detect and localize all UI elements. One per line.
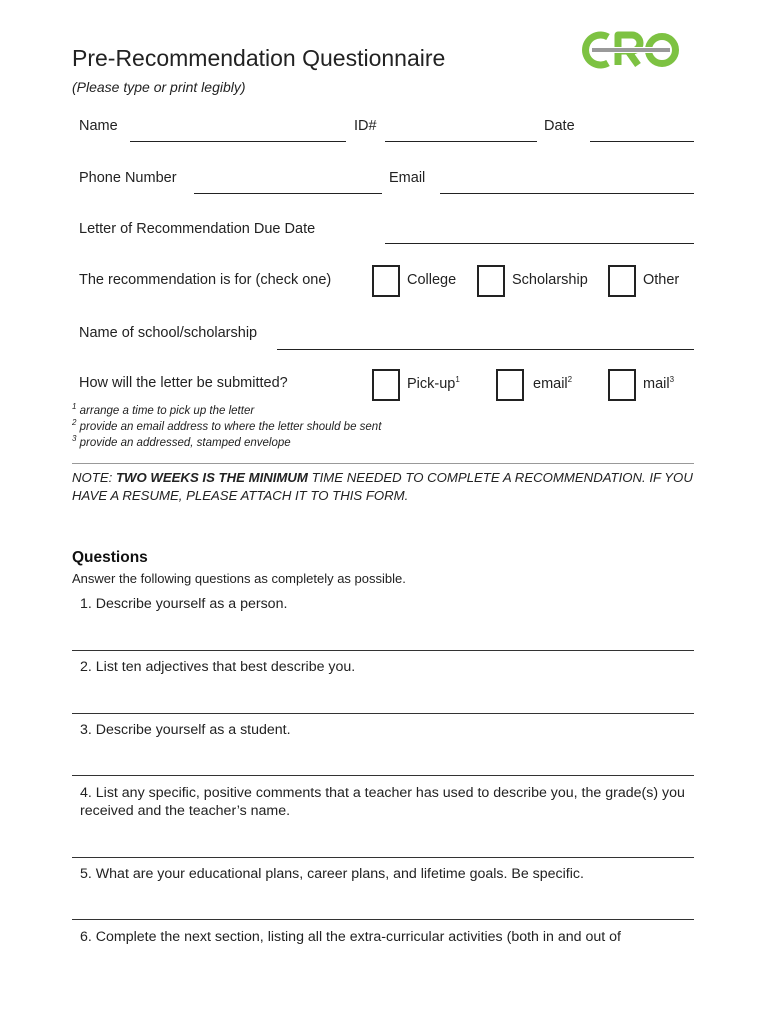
date-field-line[interactable] <box>590 141 694 142</box>
mail-checkbox[interactable] <box>608 369 636 401</box>
question-6: 6. Complete the next section, listing all the extra-curricular activities (both in and out of <box>80 929 621 945</box>
page-subtitle: (Please type or print legibly) <box>72 79 246 95</box>
answer-line-1[interactable] <box>72 650 694 651</box>
other-label: Other <box>643 272 680 288</box>
id-field-line[interactable] <box>385 141 537 142</box>
email-checkbox[interactable] <box>496 369 524 401</box>
divider <box>72 463 694 464</box>
name-label: Name <box>79 118 118 134</box>
questions-instructions: Answer the following questions as completely as possible. <box>72 571 406 586</box>
footnote-1: $^1$ arrange a time to pick up the letter <box>72 402 255 417</box>
name-field-line[interactable] <box>130 141 346 142</box>
email-option-label: email$^2$ <box>533 375 573 392</box>
due-date-label: Letter of Recommendation Due Date <box>79 221 316 237</box>
question-5: 5. What are your educational plans, career plans, and lifetime goals. Be specific. <box>80 866 584 882</box>
phone-field-line[interactable] <box>194 193 382 194</box>
scholarship-label: Scholarship <box>512 272 588 288</box>
page-title: Pre-Recommendation Questionnaire <box>72 45 446 71</box>
scholarship-checkbox[interactable] <box>477 265 505 297</box>
question-4: 4. List any specific, positive comments that a teacher has used to describe you, the grade(s) you received and the teacher’s name. <box>80 785 685 819</box>
mail-label: mail$^3$ <box>643 375 675 392</box>
pickup-label: Pick-$up^1$ <box>407 375 460 392</box>
rec-for-label: The recommendation is for (check one) <box>79 272 332 288</box>
cro-logo <box>580 28 682 72</box>
due-date-field-line[interactable] <box>385 243 694 244</box>
phone-label: Phone Number <box>79 170 177 186</box>
answer-line-5[interactable] <box>72 919 694 920</box>
pickup-checkbox[interactable] <box>372 369 400 401</box>
question-1: 1. Describe yourself as a person. <box>80 596 288 612</box>
id-label: ID# <box>354 118 377 134</box>
note-text: NOTE: TWO WEEKS IS THE MINIMUM TIME NEEDED TO COMPLETE A RECOMMENDATION. IF YOU HAVE A RESUME, PLEASE ATTACH IT TO THIS FORM. <box>72 470 693 503</box>
other-checkbox[interactable] <box>608 265 636 297</box>
answer-line-4[interactable] <box>72 857 694 858</box>
question-3: 3. Describe yourself as a student. <box>80 722 291 738</box>
answer-line-2[interactable] <box>72 713 694 714</box>
college-label: College <box>407 272 457 288</box>
school-name-field-line[interactable] <box>277 349 694 350</box>
answer-line-3[interactable] <box>72 775 694 776</box>
email-field-line[interactable] <box>440 193 694 194</box>
question-2: 2. List ten adjectives that best describe you. <box>80 659 356 675</box>
footnote-3: $^3$ provide an addressed, stamped envelope <box>72 434 291 449</box>
school-name-label: Name of school/scholarship <box>79 325 258 341</box>
email-label: Email <box>389 170 426 186</box>
submitted-label: How will the letter be submitted? <box>79 375 288 391</box>
date-label: Date <box>544 118 575 134</box>
college-checkbox[interactable] <box>372 265 400 297</box>
questions-heading: Questions <box>72 549 148 566</box>
footnote-2: $^2$ provide an email address to where the letter should be sent <box>72 418 382 433</box>
